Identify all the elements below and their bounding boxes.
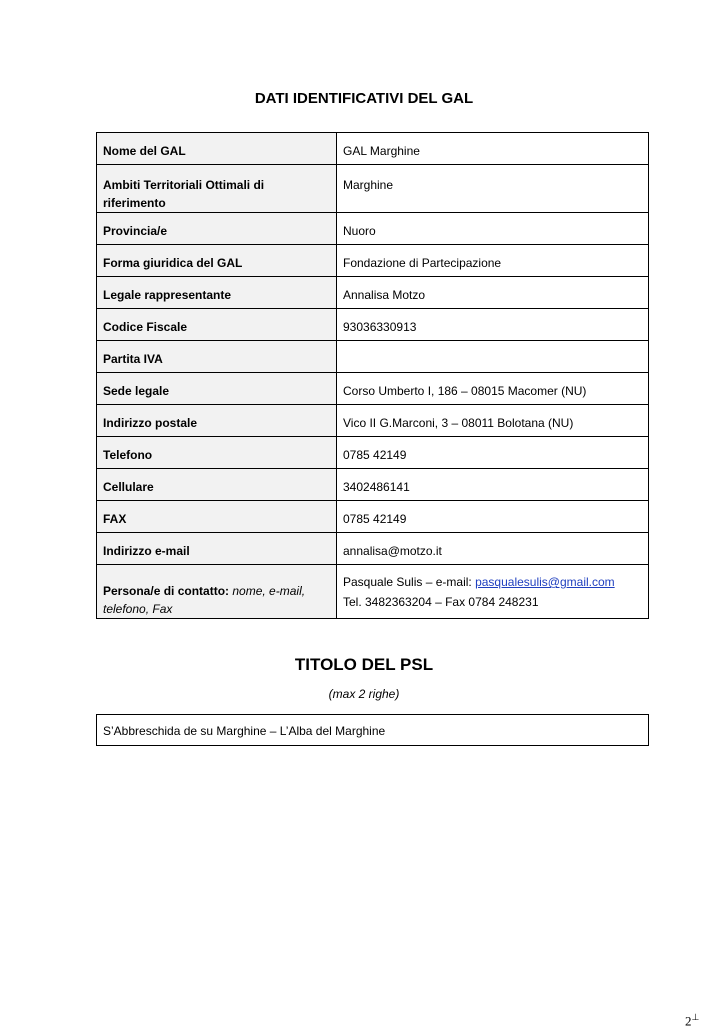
contact-value (337, 565, 649, 619)
psl-subtitle: (max 2 righe) (328, 687, 400, 701)
table-row (97, 309, 649, 341)
psl-heading: TITOLO DEL PSL (294, 655, 434, 674)
row-label: Partita IVA (97, 341, 337, 373)
table-row (97, 341, 649, 373)
row-label: Ambiti Territoriali Ottimali di riferimento (97, 165, 337, 213)
row-value: Corso Umberto I, 186 – 08015 Macomer (NU) (337, 373, 649, 405)
table-row (97, 213, 649, 245)
psl-title-box: S’Abbreschida de su Marghine – L’Alba del Marghine (96, 714, 649, 746)
row-value: Annalisa Motzo (337, 277, 649, 309)
row-label: FAX (97, 501, 337, 533)
page-title: DATI IDENTIFICATIVI DEL GAL (254, 90, 474, 107)
table-row (97, 501, 649, 533)
page-number-mark: ⊥ (691, 1012, 700, 1022)
row-label: Sede legale (97, 373, 337, 405)
contact-label-hint: nome, e-mail, telefono, Fax (103, 584, 306, 616)
contact-label-bold: Persona/e di contatto: (103, 584, 230, 598)
contact-email-line (343, 572, 642, 592)
row-value: annalisa@motzo.it (337, 533, 649, 565)
page-number (685, 1012, 699, 1029)
contact-label (97, 565, 337, 619)
row-label: Legale rappresentante (97, 277, 337, 309)
row-label: Indirizzo e-mail (97, 533, 337, 565)
contact-name-text: Pasquale Sulis – e-mail: (343, 575, 476, 589)
table-row (97, 373, 649, 405)
row-label: Indirizzo postale (97, 405, 337, 437)
row-value: Nuoro (337, 213, 649, 245)
table-row (97, 165, 649, 213)
row-value: 93036330913 (337, 309, 649, 341)
row-value: Vico II G.Marconi, 3 – 08011 Bolotana (NU) (337, 405, 649, 437)
row-label: Cellulare (97, 469, 337, 501)
page-number-value: 2 (685, 1013, 692, 1029)
row-label: Forma giuridica del GAL (97, 245, 337, 277)
row-value: 0785 42149 (337, 437, 649, 469)
row-value: 3402486141 (337, 469, 649, 501)
table-row (97, 133, 649, 165)
table-row (97, 437, 649, 469)
table-row (97, 277, 649, 309)
contact-row (97, 565, 649, 619)
table-row (97, 405, 649, 437)
row-value (337, 341, 649, 373)
row-value: 0785 42149 (337, 501, 649, 533)
gal-info-table (96, 132, 649, 619)
row-value: GAL Marghine (337, 133, 649, 165)
row-value: Marghine (337, 165, 649, 213)
table-row (97, 469, 649, 501)
row-label: Telefono (97, 437, 337, 469)
contact-email-link[interactable]: pasqualesulis@gmail.com (475, 575, 615, 589)
table-row (97, 245, 649, 277)
row-label: Nome del GAL (97, 133, 337, 165)
row-value: Fondazione di Partecipazione (337, 245, 649, 277)
contact-phone-line: Tel. 3482363204 – Fax 0784 248231 (343, 595, 539, 609)
row-label: Codice Fiscale (97, 309, 337, 341)
row-label: Provincia/e (97, 213, 337, 245)
table-row (97, 533, 649, 565)
